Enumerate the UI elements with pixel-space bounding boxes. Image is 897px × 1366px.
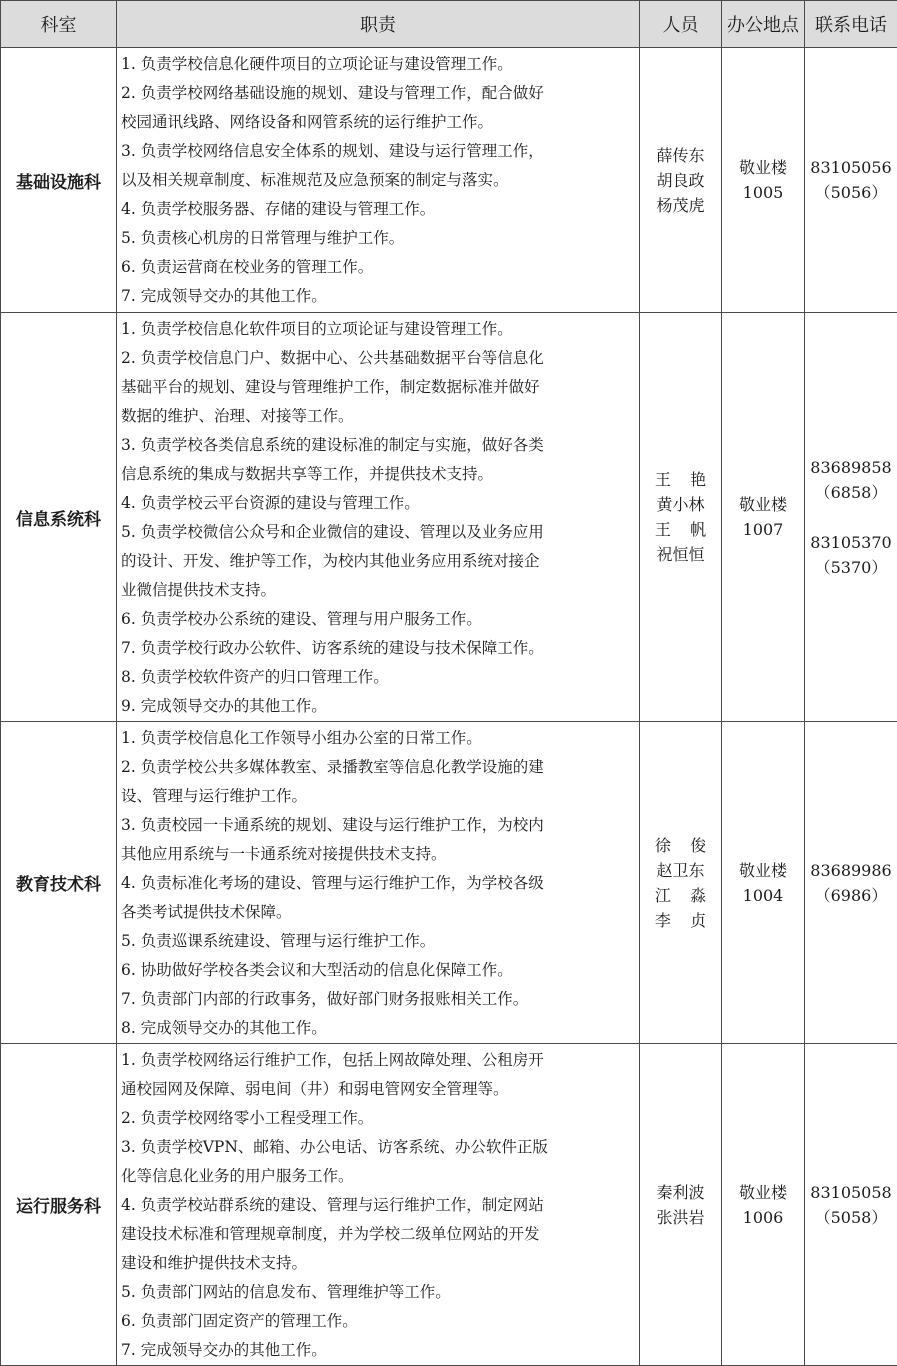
header-people: 人员 xyxy=(640,1,722,48)
person-name: 赵卫东 xyxy=(640,858,721,883)
phone-entry xyxy=(805,858,897,908)
duty-line: 化等信息化业务的用户服务工作。 xyxy=(121,1162,635,1191)
duty-line: 4. 负责学校服务器、存储的建设与管理工作。 xyxy=(121,195,635,224)
dept-name: 教育技术科 xyxy=(1,722,117,1044)
phone-number: 83105056 xyxy=(805,155,897,180)
duty-line: 6. 负责部门固定资产的管理工作。 xyxy=(121,1307,635,1336)
office-cell xyxy=(722,48,805,313)
person-name: 薛传东 xyxy=(640,143,721,168)
people-cell xyxy=(640,313,722,722)
duty-line: 2. 负责学校网络零小工程受理工作。 xyxy=(121,1104,635,1133)
phone-number: 83689986 xyxy=(805,858,897,883)
phone-entry xyxy=(805,1180,897,1230)
office-cell xyxy=(722,313,805,722)
phone-extension: （5058） xyxy=(805,1205,897,1230)
person-name: 王艳 xyxy=(640,467,740,492)
duty-line: 建设技术标准和管理规章制度，并为学校二级单位网站的开发 xyxy=(121,1220,635,1249)
duty-line: 基础平台的规划、建设与管理维护工作，制定数据标准并做好 xyxy=(121,373,635,402)
duty-line: 4. 负责学校站群系统的建设、管理与运行维护工作，制定网站 xyxy=(121,1191,635,1220)
duty-line: 业微信提供技术支持。 xyxy=(121,576,635,605)
phone-extension: （5370） xyxy=(805,555,897,580)
phone-number: 83105058 xyxy=(805,1180,897,1205)
duty-line: 1. 负责学校信息化软件项目的立项论证与建设管理工作。 xyxy=(121,315,635,344)
duty-line: 7. 负责部门内部的行政事务，做好部门财务报账相关工作。 xyxy=(121,985,635,1014)
header-duty: 职责 xyxy=(117,1,640,48)
phone-cell xyxy=(805,48,897,313)
person-name: 杨茂虎 xyxy=(640,193,721,218)
duty-line: 的设计、开发、维护等工作，为校内其他业务应用系统对接企 xyxy=(121,547,635,576)
duty-line: 4. 负责学校云平台资源的建设与管理工作。 xyxy=(121,489,635,518)
dept-name: 运行服务科 xyxy=(1,1044,117,1366)
people-cell xyxy=(640,48,722,313)
header-dept: 科室 xyxy=(1,1,117,48)
duty-line: 信息系统的集成与数据共享等工作，并提供技术支持。 xyxy=(121,460,635,489)
duty-line: 3. 负责学校各类信息系统的建设标准的制定与实施，做好各类 xyxy=(121,431,635,460)
office-room: 1007 xyxy=(722,517,804,542)
duty-line: 以及相关规章制度、标准规范及应急预案的制定与落实。 xyxy=(121,166,635,195)
table-row xyxy=(1,722,897,1044)
phone-cell xyxy=(805,722,897,1044)
phone-extension: （5056） xyxy=(805,180,897,205)
duty-line: 3. 负责学校网络信息安全体系的规划、建设与运行管理工作， xyxy=(121,137,635,166)
office-cell xyxy=(722,722,805,1044)
duty-line: 数据的维护、治理、对接等工作。 xyxy=(121,402,635,431)
person-name: 江淼 xyxy=(640,883,740,908)
phone-entry xyxy=(805,155,897,205)
phone-extension: （6986） xyxy=(805,883,897,908)
duty-line: 设、管理与运行维护工作。 xyxy=(121,782,635,811)
person-name: 秦利波 xyxy=(640,1180,721,1205)
phone-number: 83689858 xyxy=(805,455,897,480)
duty-line: 2. 负责学校网络基础设施的规划、建设与管理工作，配合做好 xyxy=(121,79,635,108)
table-row xyxy=(1,1044,897,1366)
person-name: 王帆 xyxy=(640,517,740,542)
duty-line: 建设和维护提供技术支持。 xyxy=(121,1249,635,1278)
dept-name: 信息系统科 xyxy=(1,313,117,722)
duty-line: 6. 协助做好学校各类会议和大型活动的信息化保障工作。 xyxy=(121,956,635,985)
phone-number: 83105370 xyxy=(805,530,897,555)
table-row xyxy=(1,313,897,722)
duty-line: 1. 负责学校网络运行维护工作，包括上网故障处理、公租房开 xyxy=(121,1046,635,1075)
office-building: 敬业楼 xyxy=(722,155,804,180)
office-building: 敬业楼 xyxy=(722,858,804,883)
duty-line: 9. 完成领导交办的其他工作。 xyxy=(121,692,635,721)
header-row xyxy=(1,1,897,48)
dept-name: 基础设施科 xyxy=(1,48,117,313)
office-building: 敬业楼 xyxy=(722,1180,804,1205)
duty-line: 5. 负责核心机房的日常管理与维护工作。 xyxy=(121,224,635,253)
duty-line: 通校园网及保障、弱电间（井）和弱电管网安全管理等。 xyxy=(121,1075,635,1104)
office-room: 1004 xyxy=(722,883,804,908)
duty-line: 5. 负责巡课系统建设、管理与运行维护工作。 xyxy=(121,927,635,956)
duty-list xyxy=(117,313,640,722)
duty-line: 各类考试提供技术保障。 xyxy=(121,898,635,927)
duty-line: 校园通讯线路、网络设备和网管系统的运行维护工作。 xyxy=(121,108,635,137)
phone-extension: （6858） xyxy=(805,480,897,505)
duty-list xyxy=(117,48,640,313)
phone-cell xyxy=(805,1044,897,1366)
table-row xyxy=(1,48,897,313)
people-cell xyxy=(640,1044,722,1366)
duty-list xyxy=(117,722,640,1044)
duty-list xyxy=(117,1044,640,1366)
phone-cell xyxy=(805,313,897,722)
header-phone: 联系电话 xyxy=(805,1,897,48)
header-office: 办公地点 xyxy=(722,1,805,48)
person-name: 祝恒恒 xyxy=(640,542,721,567)
duty-line: 7. 完成领导交办的其他工作。 xyxy=(121,282,635,311)
phone-entry xyxy=(805,530,897,580)
duty-line: 1. 负责学校信息化工作领导小组办公室的日常工作。 xyxy=(121,724,635,753)
person-name: 徐俊 xyxy=(640,833,740,858)
phone-entry xyxy=(805,455,897,505)
duty-line: 6. 负责学校办公系统的建设、管理与用户服务工作。 xyxy=(121,605,635,634)
duty-line: 8. 负责学校软件资产的归口管理工作。 xyxy=(121,663,635,692)
duty-line: 5. 负责部门网站的信息发布、管理维护等工作。 xyxy=(121,1278,635,1307)
office-room: 1005 xyxy=(722,180,804,205)
duty-line: 2. 负责学校公共多媒体教室、录播教室等信息化教学设施的建 xyxy=(121,753,635,782)
people-cell xyxy=(640,722,722,1044)
duty-line: 2. 负责学校信息门户、数据中心、公共基础数据平台等信息化 xyxy=(121,344,635,373)
person-name: 李贞 xyxy=(640,908,740,933)
duty-line: 5. 负责学校微信公众号和企业微信的建设、管理以及业务应用 xyxy=(121,518,635,547)
duty-line: 3. 负责学校VPN、邮箱、办公电话、访客系统、办公软件正版 xyxy=(121,1133,635,1162)
office-cell xyxy=(722,1044,805,1366)
duty-line: 其他应用系统与一卡通系统对接提供技术支持。 xyxy=(121,840,635,869)
duty-line: 7. 完成领导交办的其他工作。 xyxy=(121,1336,635,1365)
person-name: 黄小林 xyxy=(640,492,721,517)
duty-line: 7. 负责学校行政办公软件、访客系统的建设与技术保障工作。 xyxy=(121,634,635,663)
duty-line: 4. 负责标准化考场的建设、管理与运行维护工作，为学校各级 xyxy=(121,869,635,898)
office-building: 敬业楼 xyxy=(722,492,804,517)
duty-line: 3. 负责校园一卡通系统的规划、建设与运行维护工作，为校内 xyxy=(121,811,635,840)
duty-line: 6. 负责运营商在校业务的管理工作。 xyxy=(121,253,635,282)
person-name: 胡良政 xyxy=(640,168,721,193)
duty-line: 8. 完成领导交办的其他工作。 xyxy=(121,1014,635,1043)
person-name: 张洪岩 xyxy=(640,1205,721,1230)
office-room: 1006 xyxy=(722,1205,804,1230)
duty-line: 1. 负责学校信息化硬件项目的立项论证与建设管理工作。 xyxy=(121,50,635,79)
